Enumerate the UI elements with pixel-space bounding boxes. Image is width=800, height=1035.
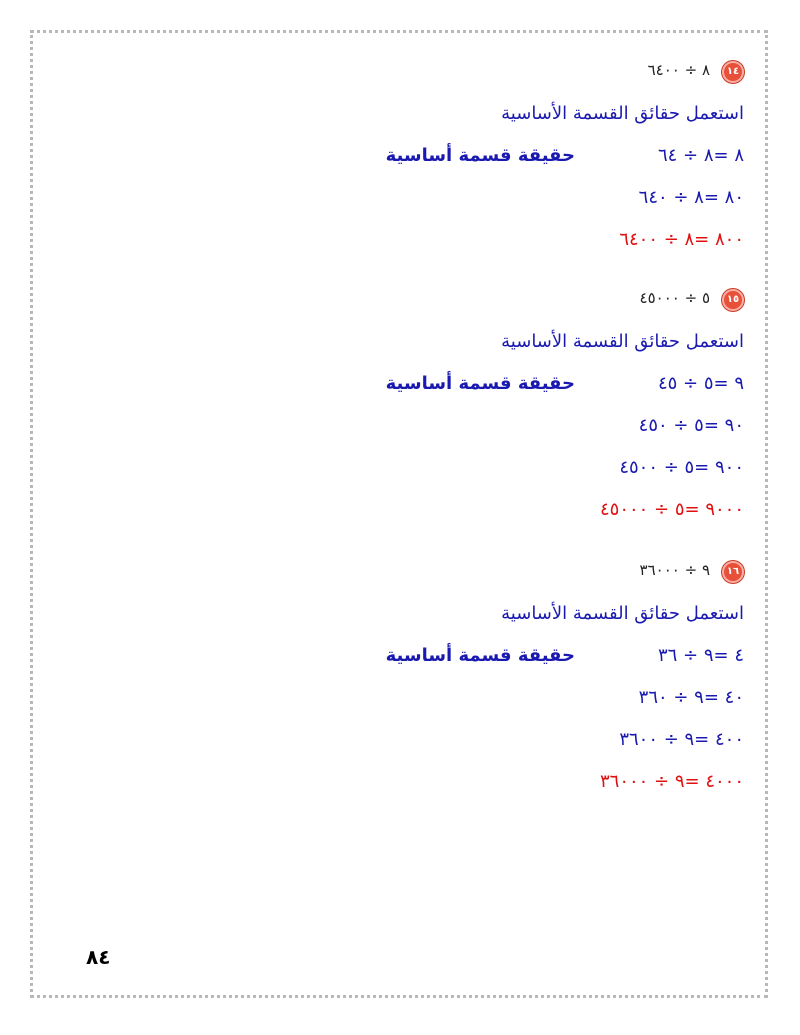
problem-header <box>250 555 750 597</box>
step-equation: ٤٥ ÷ ٥= ٩ <box>657 373 744 394</box>
step-row <box>250 451 750 493</box>
instruction-heading: استعمل حقائق القسمة الأساسية <box>501 331 744 352</box>
problem-14 <box>250 55 750 265</box>
problem-header <box>250 283 750 325</box>
instruction-heading: استعمل حقائق القسمة الأساسية <box>501 603 744 624</box>
step-row <box>250 409 750 451</box>
step-row <box>250 367 750 409</box>
basic-fact-note: حقيقة قسمة أساسية <box>385 145 575 166</box>
step-row <box>250 181 750 223</box>
step-row <box>250 139 750 181</box>
page-number: ٨٤ <box>86 945 111 969</box>
answer-equation: ٣٦٠٠٠ ÷ ٩= ٤٠٠٠ <box>599 771 744 792</box>
problem-header <box>250 55 750 97</box>
instruction-heading: استعمل حقائق القسمة الأساسية <box>501 103 744 124</box>
problem-number-badge: ١٦ <box>722 561 744 583</box>
step-row <box>250 681 750 723</box>
basic-fact-note: حقيقة قسمة أساسية <box>385 645 575 666</box>
problem-number-badge: ١٥ <box>722 289 744 311</box>
instruction-row <box>250 325 750 367</box>
step-equation: ٣٦ ÷ ٩= ٤ <box>657 645 744 666</box>
step-equation: ٦٤٠ ÷ ٨= ٨٠ <box>638 187 744 208</box>
step-equation: ٤٥٠٠ ÷ ٥= ٩٠٠ <box>619 457 744 478</box>
answer-row <box>250 493 750 535</box>
answer-row <box>250 765 750 807</box>
problem-expression: ٥ ÷ ٤٥٠٠٠ <box>639 289 710 307</box>
answer-equation: ٤٥٠٠٠ ÷ ٥= ٩٠٠٠ <box>599 499 744 520</box>
step-equation: ٤٥٠ ÷ ٥= ٩٠ <box>638 415 744 436</box>
instruction-row <box>250 97 750 139</box>
instruction-row <box>250 597 750 639</box>
problem-expression: ٩ ÷ ٣٦٠٠٠ <box>639 561 710 579</box>
step-equation: ٣٦٠٠ ÷ ٩= ٤٠٠ <box>619 729 744 750</box>
step-equation: ٦٤ ÷ ٨= ٨ <box>657 145 744 166</box>
problem-16 <box>250 555 750 807</box>
basic-fact-note: حقيقة قسمة أساسية <box>385 373 575 394</box>
problem-15 <box>250 283 750 535</box>
problem-number-badge: ١٤ <box>722 61 744 83</box>
step-row <box>250 723 750 765</box>
answer-row <box>250 223 750 265</box>
problem-expression: ٨ ÷ ٦٤٠٠ <box>647 61 710 79</box>
step-row <box>250 639 750 681</box>
step-equation: ٣٦٠ ÷ ٩= ٤٠ <box>638 687 744 708</box>
answer-equation: ٦٤٠٠ ÷ ٨= ٨٠٠ <box>619 229 744 250</box>
